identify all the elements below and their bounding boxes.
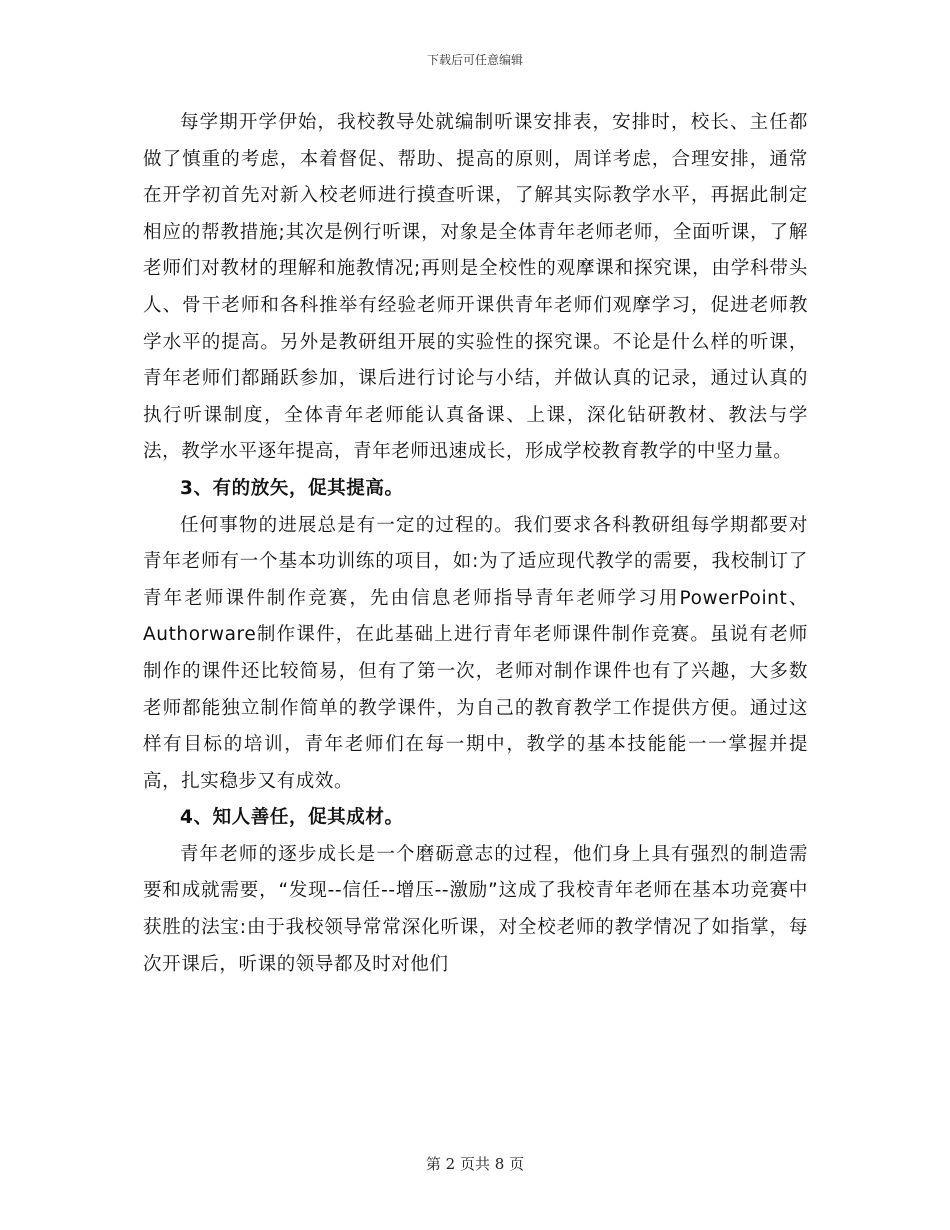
paragraph-listening-system: 每学期开学伊始，我校教导处就编制听课安排表，安排时，校长、主任都做了慎重的考虑，本着督促、帮助、提高的原则，周详考虑，合理安排，通常在开学初首先对新入校老师进行摸查听课，了解其实际教学水平，再据此制定相应的帮教措施;其次是例行听课，对象是全体青年老师老师，全面听课，了解老师们对教材的理解和施教情况;再则是全校性的观摩课和探究课，由学科带头人、骨干老师和各科推举有经验老师开课供青年老师们观摩学习，促进老师教学水平的提高。另外是教研组开展的实验性的探究课。不论是什么样的听课，青年老师们都踊跃参加，课后进行讨论与小结，并做认真的记录，通过认真的执行听课制度，全体青年老师能认真备课、上课，深化钻研教材、教法与学法，教学水平逐年提高，青年老师迅速成长，形成学校教育教学的中坚力量。 xyxy=(143,112,808,463)
paragraph-courseware-training: 任何事物的进展总是有一定的过程的。我们要求各科教研组每学期都要对青年老师有一个基本功训练的项目，如:为了适应现代教学的需要，我校制订了青年老师课件制作竞赛，先由信息老师指导青年老师学习用PowerPoint、Authorware制作课件，在此基础上进行青年老师课件制作竞赛。虽说有老师制作的课件还比较简易，但有了第一次，老师对制作课件也有了兴趣，大多数老师都能独立制作简单的教学课件，为自己的教育教学工作提供方便。通过这样有目标的培训，青年老师们在每一期中，教学的基本技能能一一掌握并提高，扎实稳步又有成效。 xyxy=(143,514,808,792)
page-footer: 第 2 页共 8 页 xyxy=(425,1155,525,1173)
section-heading-3: 3、有的放矢，促其提高。 xyxy=(180,477,404,499)
section-heading-4: 4、知人善任，促其成材。 xyxy=(180,807,404,829)
page-header: 下载后可任意编辑 xyxy=(426,53,523,67)
document-body xyxy=(143,105,808,983)
paragraph-talent-growth: 青年老师的逐步成长是一个磨砺意志的过程，他们身上具有强烈的制造需要和成就需要，“发现--信任--增压--激励”这成了我校青年老师在基本功竞赛中获胜的法宝:由于我校领导常常深化听课，对全校老师的教学情况了如指掌，每次开课后，听课的领导都及时对他们 xyxy=(143,843,808,975)
